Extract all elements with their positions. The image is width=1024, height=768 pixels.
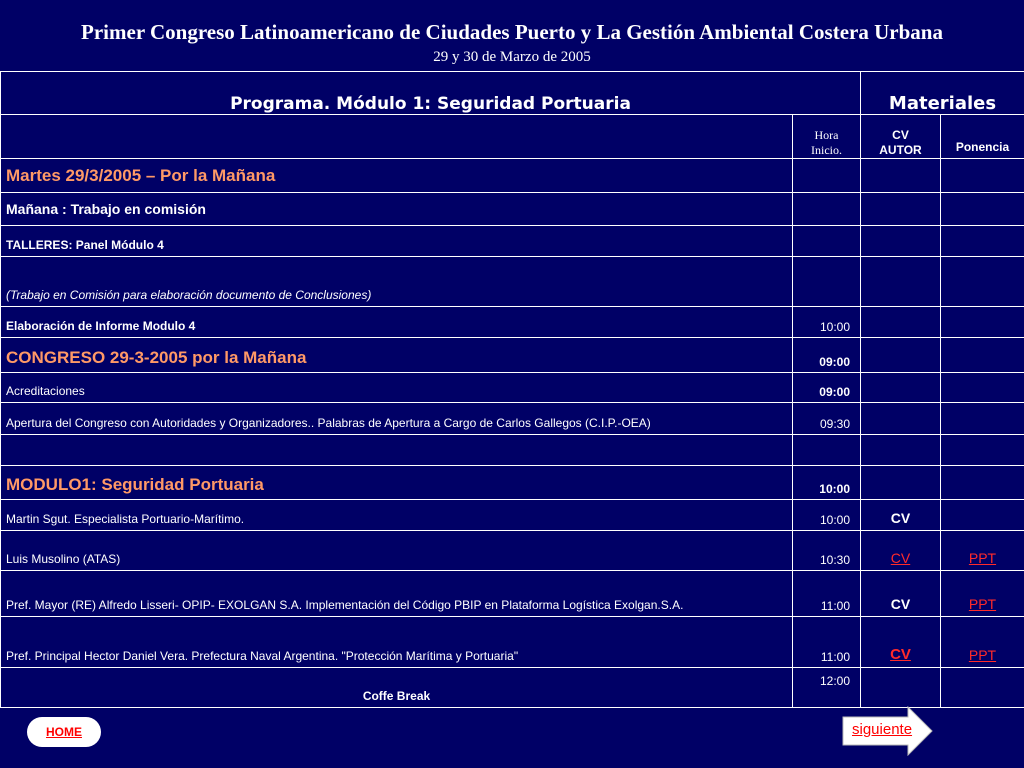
cv-link[interactable]: CV <box>861 617 941 668</box>
time-cell: 09:30 <box>793 403 861 435</box>
time-cell: 09:00 <box>793 338 861 373</box>
cv-label: CV <box>892 128 909 142</box>
row-text: Acreditaciones <box>1 373 793 403</box>
ppt-cell <box>941 403 1024 435</box>
table-row <box>1 617 1024 668</box>
table-header-row <box>1 72 1024 115</box>
next-label: siguiente <box>852 721 913 738</box>
time-cell <box>793 257 861 307</box>
time-cell <box>793 159 861 193</box>
section-heading: CONGRESO 29-3-2005 por la Mañana <box>1 338 793 373</box>
row-text: Pref. Mayor (RE) Alfredo Lisseri- OPIP- EXOLGAN S.A. Implementación del Código PBIP en Plataforma Logística Exolgan.S.A. <box>1 571 793 617</box>
cv-cell <box>861 307 941 338</box>
time-cell: 10:30 <box>793 531 861 571</box>
row-text: Mañana : Trabajo en comisión <box>1 193 793 226</box>
ppt-cell <box>941 193 1024 226</box>
table-row <box>1 403 1024 435</box>
ppt-cell <box>941 668 1024 708</box>
row-text: Elaboración de Informe Modulo 4 <box>1 307 793 338</box>
table-row <box>1 373 1024 403</box>
table-row <box>1 226 1024 257</box>
table-row <box>1 531 1024 571</box>
cv-cell <box>861 159 941 193</box>
cv-link[interactable]: CV <box>861 531 941 571</box>
time-cell: 10:00 <box>793 500 861 531</box>
empty-header-cell <box>1 115 793 159</box>
time-cell <box>793 226 861 257</box>
table-row <box>1 668 1024 708</box>
time-cell: 09:00 <box>793 373 861 403</box>
autor-label: AUTOR <box>879 143 922 157</box>
ppt-cell <box>941 500 1024 531</box>
time-cell: 11:00 <box>793 617 861 668</box>
inicio-label: Inicio. <box>811 143 842 157</box>
time-cell: 11:00 <box>793 571 861 617</box>
table-row <box>1 466 1024 500</box>
table-row <box>1 257 1024 307</box>
time-cell <box>793 435 861 466</box>
cv-cell <box>861 373 941 403</box>
table-row <box>1 435 1024 466</box>
hora-header <box>793 115 861 159</box>
page-date: 29 y 30 de Marzo de 2005 <box>433 49 591 65</box>
cv-cell <box>861 193 941 226</box>
next-button[interactable] <box>842 706 934 756</box>
cv-cell <box>861 435 941 466</box>
section-heading: Martes 29/3/2005 – Por la Mañana <box>1 159 793 193</box>
cv-label-cell: CV <box>861 500 941 531</box>
cv-cell <box>861 226 941 257</box>
ppt-cell <box>941 373 1024 403</box>
table-row <box>1 307 1024 338</box>
ppt-cell <box>941 338 1024 373</box>
ppt-link[interactable]: PPT <box>941 531 1024 571</box>
time-cell: 12:00 <box>793 668 861 708</box>
page-title: Primer Congreso Latinoamericano de Ciudades Puerto y La Gestión Ambiental Costera Urbana <box>81 20 943 44</box>
ppt-cell <box>941 307 1024 338</box>
cv-cell <box>861 466 941 500</box>
table-subheader-row <box>1 115 1024 159</box>
row-text <box>1 435 793 466</box>
ppt-cell <box>941 226 1024 257</box>
hora-label: Hora <box>814 128 839 142</box>
row-text: Coffe Break <box>1 668 793 708</box>
table-row <box>1 159 1024 193</box>
row-text: Martin Sgut. Especialista Portuario-Marítimo. <box>1 500 793 531</box>
cv-cell <box>861 668 941 708</box>
ppt-cell <box>941 435 1024 466</box>
program-table <box>0 71 1024 708</box>
home-button[interactable]: HOME <box>27 717 101 747</box>
time-cell: 10:00 <box>793 307 861 338</box>
table-row <box>1 193 1024 226</box>
row-text: TALLERES: Panel Módulo 4 <box>1 226 793 257</box>
table-row <box>1 571 1024 617</box>
cv-cell <box>861 403 941 435</box>
row-text: Apertura del Congreso con Autoridades y Organizadores.. Palabras de Apertura a Cargo de Carlos Gallegos (C.I.P.-OEA) <box>1 403 793 435</box>
table-row <box>1 500 1024 531</box>
time-cell: 10:00 <box>793 466 861 500</box>
ponencia-header: Ponencia <box>941 115 1024 159</box>
cv-author-header <box>861 115 941 159</box>
program-header: Programa. Módulo 1: Seguridad Portuaria <box>1 72 861 115</box>
cv-cell <box>861 338 941 373</box>
cv-cell <box>861 257 941 307</box>
table-row <box>1 338 1024 373</box>
time-cell <box>793 193 861 226</box>
ppt-link[interactable]: PPT <box>941 617 1024 668</box>
ppt-cell <box>941 159 1024 193</box>
cv-label-cell: CV <box>861 571 941 617</box>
row-text: Luis Musolino (ATAS) <box>1 531 793 571</box>
row-text: (Trabajo en Comisión para elaboración documento de Conclusiones) <box>1 257 793 307</box>
ppt-link[interactable]: PPT <box>941 571 1024 617</box>
ppt-cell <box>941 257 1024 307</box>
materials-header: Materiales <box>861 72 1024 115</box>
ppt-cell <box>941 466 1024 500</box>
row-text: Pref. Principal Hector Daniel Vera. Prefectura Naval Argentina. "Protección Marítima y Portuaria" <box>1 617 793 668</box>
section-heading: MODULO1: Seguridad Portuaria <box>1 466 793 500</box>
